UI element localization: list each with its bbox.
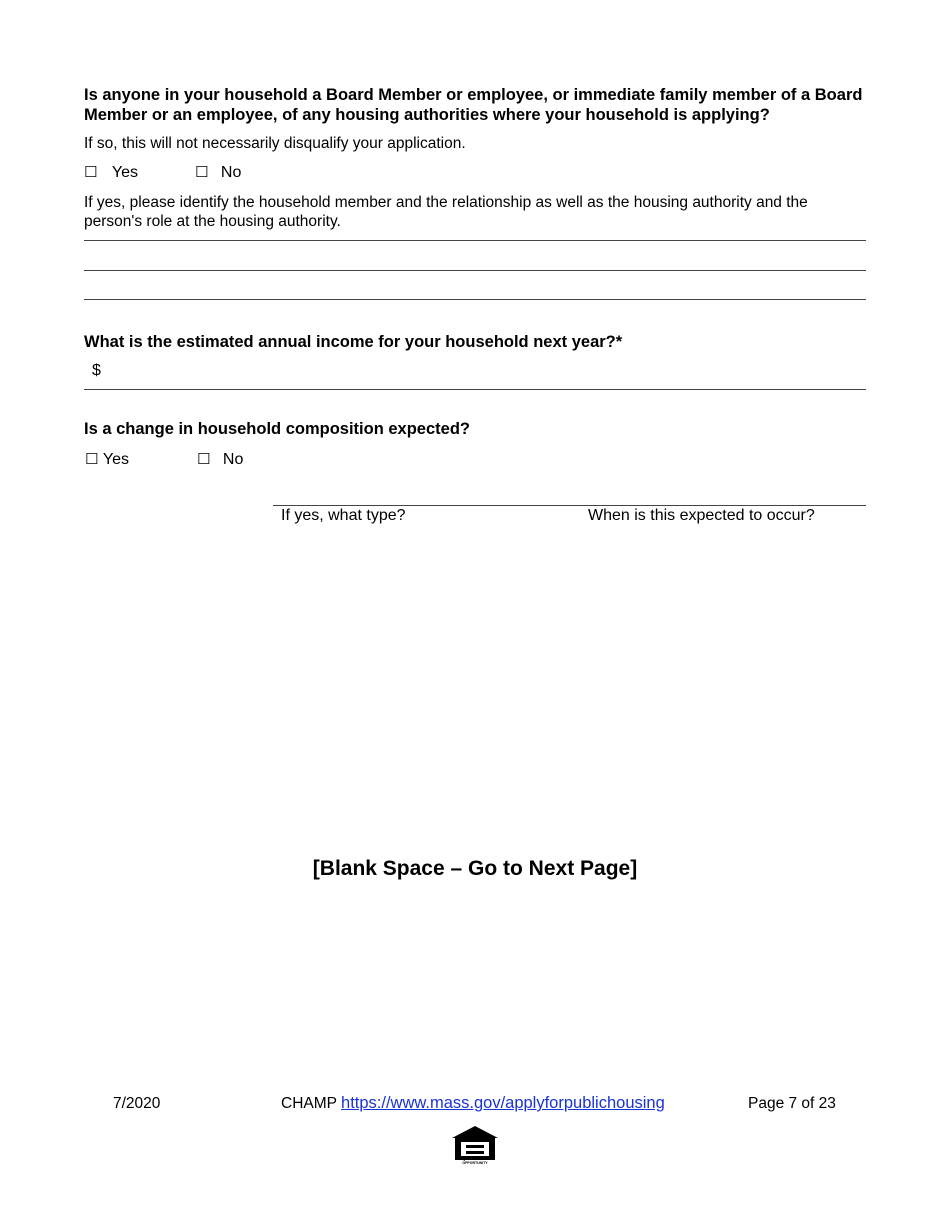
footer-program: CHAMP: [281, 1095, 337, 1112]
footer-url-link[interactable]: https://www.mass.gov/applyforpublichousing: [341, 1094, 665, 1112]
blank-space-notice: [Blank Space – Go to Next Page]: [312, 857, 638, 880]
checkbox-icon[interactable]: ☐: [197, 450, 211, 468]
board-member-yes-option[interactable]: [84, 163, 138, 182]
footer-page-number: Page 7 of 23: [748, 1095, 836, 1112]
answer-line-2[interactable]: [84, 270, 866, 271]
checkbox-icon[interactable]: ☐: [195, 163, 209, 181]
footer-date: 7/2020: [113, 1095, 161, 1112]
household-change-yes-option[interactable]: [85, 450, 129, 469]
board-member-question: Is anyone in your household a Board Member or employee, or immediate family member of a Board Member or an employee, of any housing authorities where your household is applying?: [84, 86, 863, 124]
change-answer-line[interactable]: [273, 505, 866, 506]
equal-housing-opportunity-icon: [450, 1124, 500, 1166]
change-type-label: If yes, what type?: [281, 507, 406, 524]
checkbox-icon[interactable]: ☐: [85, 450, 99, 468]
board-member-no-option[interactable]: [195, 163, 241, 182]
footer-center: [281, 1094, 665, 1113]
checkbox-icon[interactable]: ☐: [84, 163, 98, 181]
no-label: No: [220, 164, 242, 181]
answer-line-3[interactable]: [84, 299, 866, 300]
yes-label: Yes: [102, 451, 130, 468]
annual-income-field[interactable]: [84, 389, 866, 390]
no-label: No: [222, 451, 244, 468]
disqualify-note: If so, this will not necessarily disqualify your application.: [84, 135, 466, 152]
annual-income-question: What is the estimated annual income for your household next year?*: [84, 333, 623, 351]
identify-instructions: If yes, please identify the household member and the relationship as well as the housing authority and the person's role at the housing authority.: [84, 194, 808, 230]
household-change-question: Is a change in household composition expected?: [84, 420, 470, 438]
currency-symbol: $: [92, 362, 101, 379]
answer-line-1[interactable]: [84, 240, 866, 241]
logo-caption: EQUAL HOUSING OPPORTUNITY: [460, 1157, 490, 1165]
yes-label: Yes: [111, 164, 139, 181]
household-change-no-option[interactable]: [197, 450, 243, 469]
change-when-label: When is this expected to occur?: [588, 507, 815, 524]
